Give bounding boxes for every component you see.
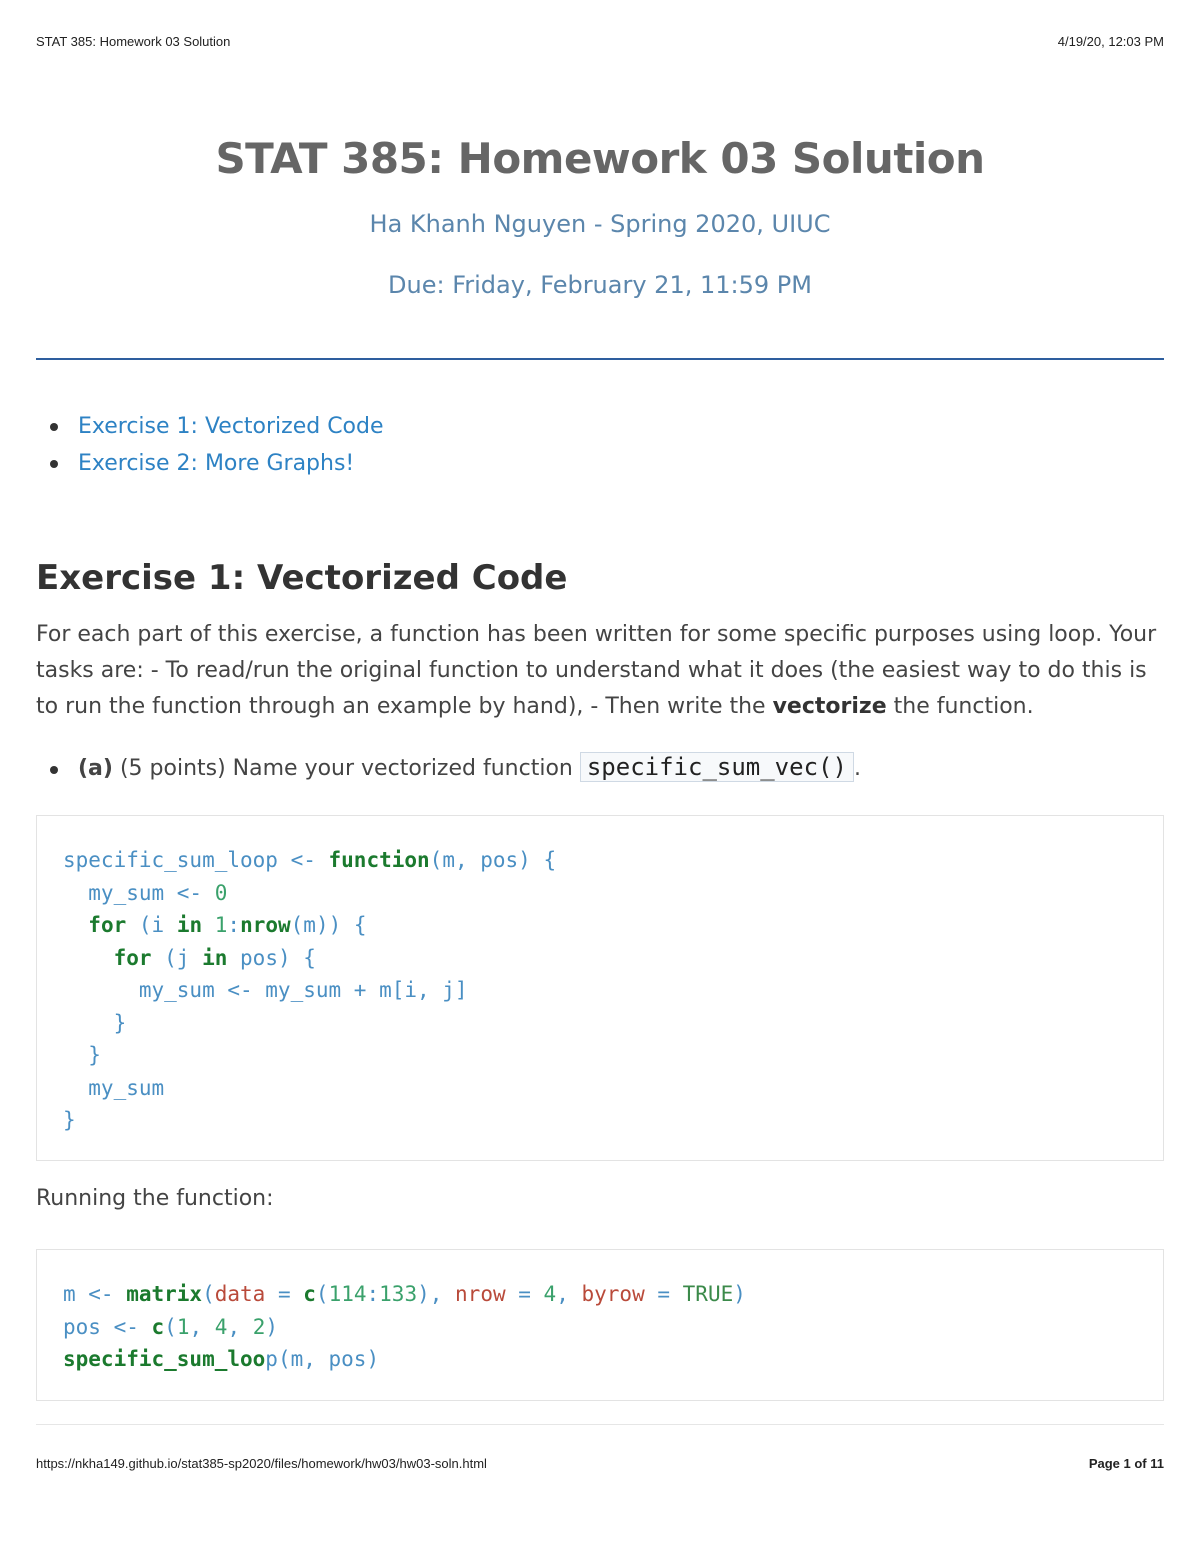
part-a-text: (5 points) Name your vectorized function <box>112 756 580 781</box>
header-divider <box>36 358 1164 360</box>
page-number: Page 1 of 11 <box>1088 1456 1164 1471</box>
code-line: } <box>63 1010 127 1035</box>
print-header-timestamp: 4/19/20, 12:03 PM <box>1057 34 1164 49</box>
footer-divider <box>36 1424 1164 1425</box>
code-block-loop-function <box>36 815 1164 1161</box>
code-block-2-content <box>63 1278 746 1376</box>
instructions-paragraph <box>36 617 1164 725</box>
code-line: specific_sum_loop <- function(m, pos) { <box>63 848 557 872</box>
code-block-1-content <box>63 844 556 1137</box>
code-line: for (i in 1:nrow(m)) { <box>88 913 367 937</box>
print-footer <box>36 1456 1164 1471</box>
instructions-bold: vectorize <box>772 694 887 719</box>
section-heading: Exercise 1: Vectorized Code <box>36 558 568 598</box>
instructions-text-2: the function. <box>886 694 1034 719</box>
code-line: } <box>63 1108 76 1132</box>
code-line: my_sum <- 0 <box>63 880 228 905</box>
code-line: my_sum <- my_sum + m[i, j] <box>63 978 468 1002</box>
part-a-end: . <box>853 756 861 781</box>
code-line: specific_sum_loop(m, pos) <box>63 1347 380 1371</box>
code-line: for (j in pos) { <box>113 945 316 970</box>
table-of-contents <box>36 408 384 482</box>
toc-link-exercise-2[interactable]: Exercise 2: More Graphs! <box>78 445 384 482</box>
toc-link-exercise-1[interactable]: Exercise 1: Vectorized Code <box>78 408 384 445</box>
code-line: } <box>63 1043 101 1067</box>
code-line: m <- matrix(data = c(114:133), nrow = 4, byrow = TRUE) <box>63 1282 746 1306</box>
instructions-text-1: For each part of this exercise, a function has been written for some specific purposes using loop. Your tasks are: - To read/run the original function to understand what it does (the easiest way to do this is to run the function through an example by hand), - Then write the <box>36 622 1157 719</box>
part-a-label: (a) <box>78 756 113 781</box>
code-line: my_sum <box>63 1075 165 1100</box>
page-title: STAT 385: Homework 03 Solution <box>215 134 985 183</box>
page-url: https://nkha149.github.io/stat385-sp2020/files/homework/hw03/hw03-soln.html <box>36 1456 487 1471</box>
running-label: Running the function: <box>36 1186 274 1211</box>
code-block-run-function <box>36 1249 1164 1401</box>
function-name-code: specific_sum_vec() <box>580 752 854 782</box>
print-header <box>36 34 1164 49</box>
part-a-item <box>78 753 861 781</box>
print-header-title: STAT 385: Homework 03 Solution <box>36 34 231 49</box>
author-line: Ha Khanh Nguyen - Spring 2020, UIUC <box>369 210 831 238</box>
due-date: Due: Friday, February 21, 11:59 PM <box>388 271 812 299</box>
code-line: pos <- c(1, 4, 2) <box>63 1314 279 1339</box>
